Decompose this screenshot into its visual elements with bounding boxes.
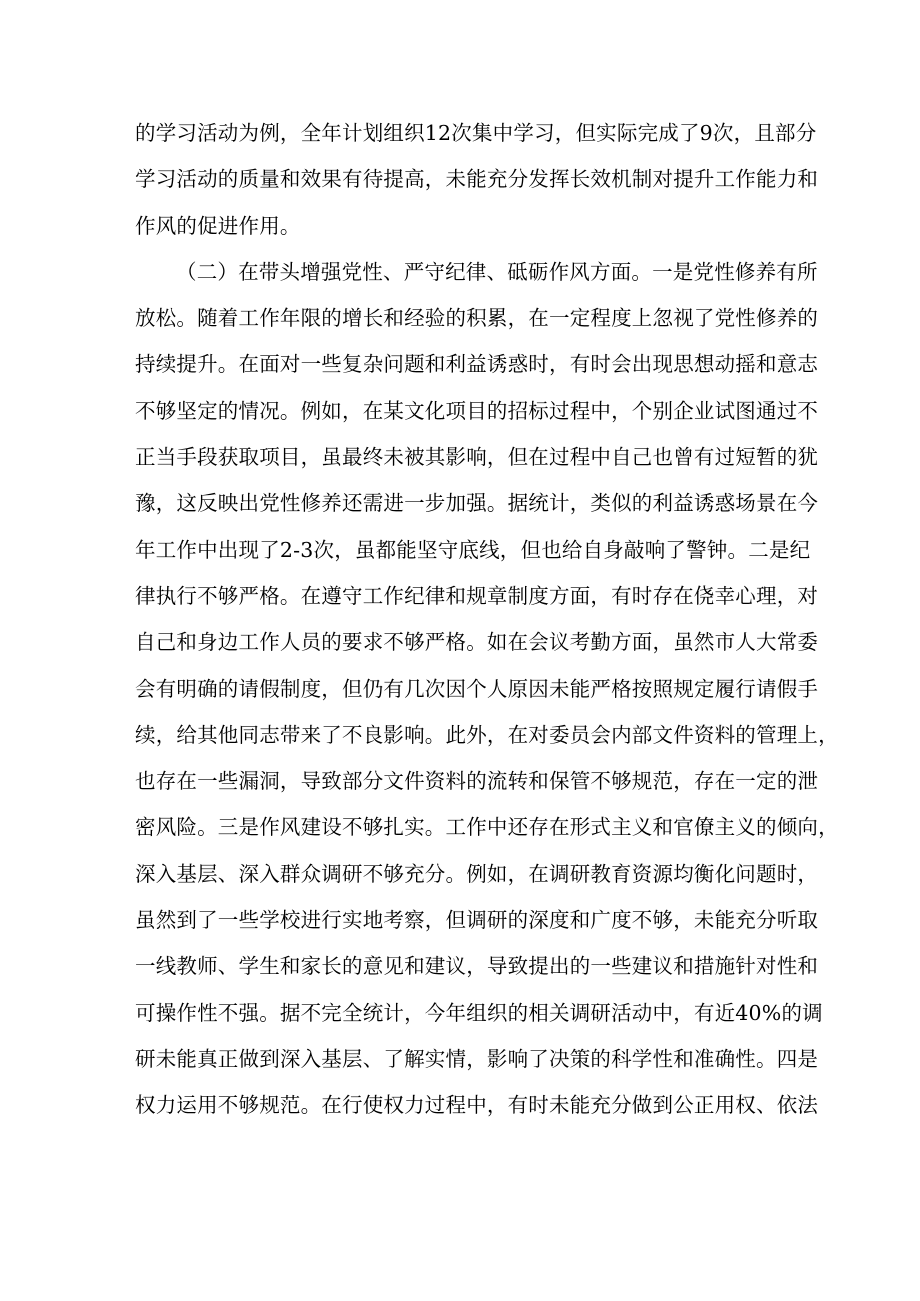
text-line: 也存在一些漏洞，导致部分文件资料的流转和保管不够规范，存在一定的泄 xyxy=(135,769,819,794)
text-line: 年工作中出现了2-3次，虽都能坚守底线，但也给自身敲响了警钟。二是纪 xyxy=(135,537,811,562)
text-line: 豫，这反映出党性修养还需进一步加强。据统计，类似的利益诱惑场景在今 xyxy=(135,491,819,516)
text-line: 一线教师、学生和家长的意见和建议，导致提出的一些建议和措施针对性和 xyxy=(135,954,819,979)
text-line: 持续提升。在面对一些复杂问题和利益诱惑时，有时会出现思想动摇和意志 xyxy=(135,352,819,377)
text-line: 不够坚定的情况。例如，在某文化项目的招标过程中，个别企业试图通过不 xyxy=(135,398,819,423)
text-line: 虽然到了一些学校进行实地考察，但调研的深度和广度不够，未能充分听取 xyxy=(135,908,819,933)
text-line: 学习活动的质量和效果有待提高，未能充分发挥长效机制对提升工作能力和 xyxy=(135,167,819,192)
text-line: 研未能真正做到深入基层、了解实情，影响了决策的科学性和准确性。四是 xyxy=(135,1046,819,1071)
text-line: 作风的促进作用。 xyxy=(135,213,301,238)
text-line: 放松。随着工作年限的增长和经验的积累，在一定程度上忽视了党性修养的 xyxy=(135,306,819,331)
text-line: 自己和身边工作人员的要求不够严格。如在会议考勤方面，虽然市人大常委 xyxy=(135,630,819,655)
text-line: 续，给其他同志带来了不良影响。此外，在对委员会内部文件资料的管理上， xyxy=(135,722,839,747)
text-line: 会有明确的请假制度，但仍有几次因个人原因未能严格按照规定履行请假手 xyxy=(135,676,819,701)
text-line: 权力运用不够规范。在行使权力过程中，有时未能充分做到公正用权、依法 xyxy=(135,1093,819,1118)
text-line: 的学习活动为例，全年计划组织12次集中学习，但实际完成了9次，且部分 xyxy=(135,121,817,145)
body-text xyxy=(135,110,839,1129)
text-line: 律执行不够严格。在遵守工作纪律和规章制度方面，有时存在侥幸心理，对 xyxy=(135,583,819,608)
text-line: 密风险。三是作风建设不够扎实。工作中还存在形式主义和官僚主义的倾向， xyxy=(135,815,839,840)
section-heading-line: （二）在带头增强党性、严守纪律、砥砺作风方面。一是党性修养有所 xyxy=(176,259,818,284)
text-line: 可操作性不强。据不完全统计，今年组织的相关调研活动中，有近40%的调 xyxy=(135,1000,823,1025)
text-line: 深入基层、深入群众调研不够充分。例如，在调研教育资源均衡化问题时， xyxy=(135,861,819,886)
text-line: 正当手段获取项目，虽最终未被其影响，但在过程中自己也曾有过短暂的犹 xyxy=(135,445,819,470)
